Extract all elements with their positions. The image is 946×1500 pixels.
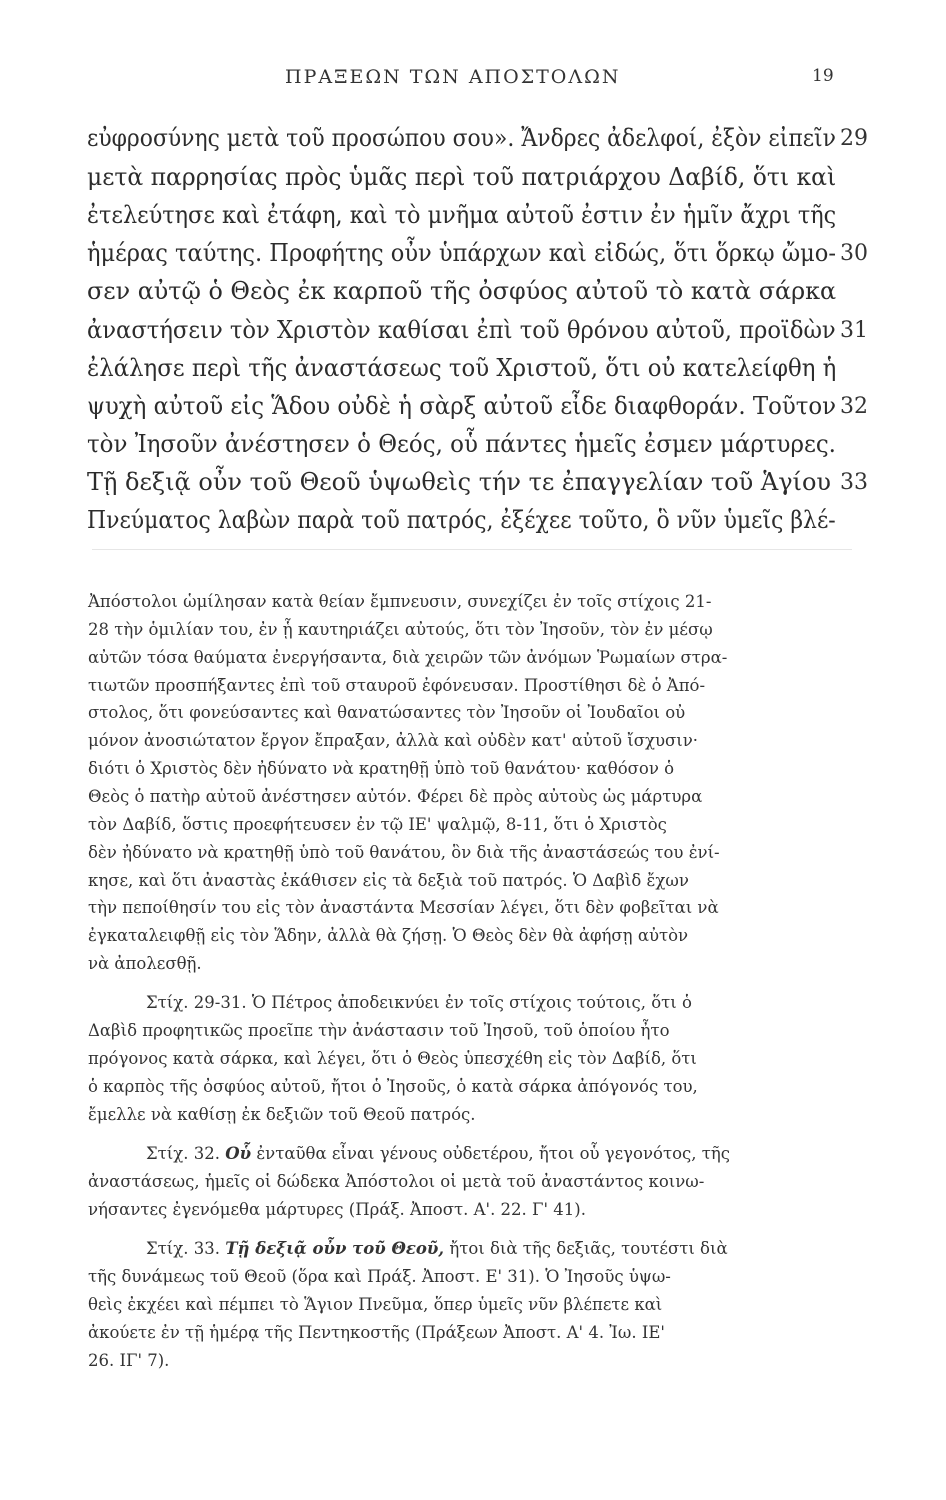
main-text-line: τὸν Ἰησοῦν ἀνέστησεν ὁ Θεός, οὗ πάντες ἡμεῖς ἐσμεν μάρτυρες. [87,430,836,458]
verse-number: 32 [840,394,868,419]
verse-number: 29 [840,126,868,151]
commentary-line: στολος, ὅτι φονεύσαντες καὶ θανατώσαντες τὸν Ἰησοῦν οἱ Ἰουδαῖοι οὐ [88,703,686,722]
verse-number: 33 [840,470,868,495]
commentary-line: νήσαντες ἐγενόμεθα μάρτυρες (Πράξ. Ἀποστ. Α'. 22. Γ' 41). [88,1200,586,1219]
main-text-line: μετὰ παρρησίας πρὸς ὑμᾶς περὶ τοῦ πατριάρχου Δαβίδ, ὅτι καὶ [87,163,837,191]
commentary-line: νὰ ἀπολεσθῇ. [88,954,202,973]
commentary-line: τιωτῶν προσπήξαντες ἐπὶ τοῦ σταυροῦ ἐφόνευσαν. Προστίθησι δὲ ὁ Ἀπό- [88,676,706,695]
commentary-line: διότι ὁ Χριστὸς δὲν ἠδύνατο νὰ κρατηθῇ ὑπὸ τοῦ θανάτου· καθόσον ὁ [88,759,675,778]
commentary-line: 26. ΙΓ' 7). [88,1351,170,1370]
commentary-line: τῆς δυνάμεως τοῦ Θεοῦ (ὅρα καὶ Πράξ. Ἀποστ. Ε' 31). Ὁ Ἰησοῦς ὑψω- [88,1267,671,1286]
page-header [0,66,946,96]
commentary-line: μόνον ἀνοσιώτατον ἔργον ἔπραξαν, ἀλλὰ καὶ οὐδὲν κατ' αὐτοῦ ἴσχυσιν· [88,731,699,750]
verse-note-keyword: Οὗ [225,1144,252,1163]
main-text-line: ἐτελεύτησε καὶ ἐτάφη, καὶ τὸ μνῆμα αὐτοῦ ἐστιν ἐν ἡμῖν ἄχρι τῆς [87,201,837,229]
verse-note-text: Ὁ Πέτρος ἀποδεικνύει ἐν τοῖς στίχοις τούτοις, ὅτι ὁ [251,993,692,1012]
main-text-line: ἀναστήσειν τὸν Χριστὸν καθίσαι ἐπὶ τοῦ θρόνου αὐτοῦ, προϊδὼν [87,316,836,344]
verse-note-lead: Στίχ. 33. [146,1239,220,1258]
main-text-line: εὐφροσύνης μετὰ τοῦ προσώπου σου». Ἄνδρες ἀδελφοί, ἐξὸν εἰπεῖν [87,124,836,152]
verse-note-text: ἤτοι διὰ τῆς δεξιᾶς, τουτέστι διὰ [449,1239,728,1258]
running-title: ΠΡΑΞΕΩΝ ΤΩΝ ΑΠΟΣΤΟΛΩΝ [285,66,621,88]
main-text-line: ψυχὴ αὐτοῦ εἰς Ἅδου οὐδὲ ἡ σὰρξ αὐτοῦ εἶδε διαφθοράν. Τοῦτον [87,392,836,420]
verse-number: 31 [840,318,868,343]
commentary-line: τὴν πεποίθησίν του εἰς τὸν ἀναστάντα Μεσσίαν λέγει, ὅτι δὲν φοβεῖται νὰ [88,898,719,917]
verse-note-keyword: Τῇ δεξιᾷ οὖν τοῦ Θεοῦ, [225,1239,445,1258]
verse-note-32 [146,1144,730,1163]
main-text-line: Τῇ δεξιᾷ οὖν τοῦ Θεοῦ ὑψωθεὶς τήν τε ἐπαγγελίαν τοῦ Ἁγίου [87,468,831,496]
commentary-line: 28 τὴν ὁμιλίαν του, ἐν ᾗ καυτηριάζει αὐτούς, ὅτι τὸν Ἰησοῦν, τὸν ἐν μέσῳ [88,620,713,639]
commentary-line: ἔμελλε νὰ καθίσῃ ἐκ δεξιῶν τοῦ Θεοῦ πατρός. [88,1105,476,1124]
verse-note-text: ἐνταῦθα εἶναι γένους οὐδετέρου, ἤτοι οὗ γεγονότος, τῆς [256,1144,730,1163]
verse-note-33 [146,1239,728,1258]
verse-note-29-31 [146,993,692,1012]
section-divider [92,549,852,550]
commentary-line: κησε, καὶ ὅτι ἀναστὰς ἐκάθισεν εἰς τὰ δεξιὰ τοῦ πατρός. Ὁ Δαβὶδ ἔχων [88,871,689,890]
commentary-line: θεὶς ἐκχέει καὶ πέμπει τὸ Ἅγιον Πνεῦμα, ὅπερ ὑμεῖς νῦν βλέπετε καὶ [88,1295,663,1314]
commentary-line: Θεὸς ὁ πατὴρ αὐτοῦ ἀνέστησεν αὐτόν. Φέρει δὲ πρὸς αὐτοὺς ὡς μάρτυρα [88,787,703,806]
commentary-line: πρόγονος κατὰ σάρκα, καὶ λέγει, ὅτι ὁ Θεὸς ὑπεσχέθη εἰς τὸν Δαβίδ, ὅτι [88,1049,697,1068]
commentary-line: ἀναστάσεως, ἡμεῖς οἱ δώδεκα Ἀπόστολοι οἱ μετὰ τοῦ ἀναστάντος κοινω- [88,1172,705,1191]
commentary-line: ἐγκαταλειφθῇ εἰς τὸν Ἅδην, ἀλλὰ θὰ ζήσῃ. Ὁ Θεὸς δὲν θὰ ἀφήσῃ αὐτὸν [88,926,689,945]
commentary-line: δὲν ἠδύνατο νὰ κρατηθῇ ὑπὸ τοῦ θανάτου, ὃν διὰ τῆς ἀναστάσεώς του ἐνί- [88,843,720,862]
commentary-line: ἀκούετε ἐν τῇ ἡμέρᾳ τῆς Πεντηκοστῆς (Πράξεων Ἀποστ. Α' 4. Ἰω. ΙΕ' [88,1323,665,1342]
main-text-line: σεν αὐτῷ ὁ Θεὸς ἐκ καρποῦ τῆς ὀσφύος αὐτοῦ τὸ κατὰ σάρκα [87,277,837,305]
commentary-line: τὸν Δαβίδ, ὅστις προεφήτευσεν ἐν τῷ ΙΕ' ψαλμῷ, 8-11, ὅτι ὁ Χριστὸς [88,815,667,834]
main-text-line: Πνεύματος λαβὼν παρὰ τοῦ πατρός, ἐξέχεε τοῦτο, ὃ νῦν ὑμεῖς βλέ- [87,506,836,534]
main-text-line: ἡμέρας ταύτης. Προφήτης οὖν ὑπάρχων καὶ εἰδώς, ὅτι ὅρκῳ ὤμο- [87,239,836,267]
verse-note-lead: Στίχ. 29-31. [146,993,247,1012]
commentary-line: αὐτῶν τόσα θαύματα ἐνεργήσαντα, διὰ χειρῶν τῶν ἀνόμων Ῥωμαίων στρα- [88,648,728,667]
page-number: 19 [812,66,834,86]
commentary-line: Δαβὶδ προφητικῶς προεῖπε τὴν ἀνάστασιν τοῦ Ἰησοῦ, τοῦ ὁποίου ἦτο [88,1021,670,1040]
commentary-line: ὁ καρπὸς τῆς ὀσφύος αὐτοῦ, ἤτοι ὁ Ἰησοῦς, ὁ κατὰ σάρκα ἀπόγονός του, [88,1077,698,1096]
verse-number: 30 [840,241,868,266]
commentary-line: Ἀπόστολοι ὡμίλησαν κατὰ θείαν ἔμπνευσιν, συνεχίζει ἐν τοῖς στίχοις 21- [88,592,712,611]
verse-note-lead: Στίχ. 32. [146,1144,220,1163]
main-text-line: ἐλάλησε περὶ τῆς ἀναστάσεως τοῦ Χριστοῦ, ὅτι οὐ κατελείφθη ἡ [87,354,837,382]
